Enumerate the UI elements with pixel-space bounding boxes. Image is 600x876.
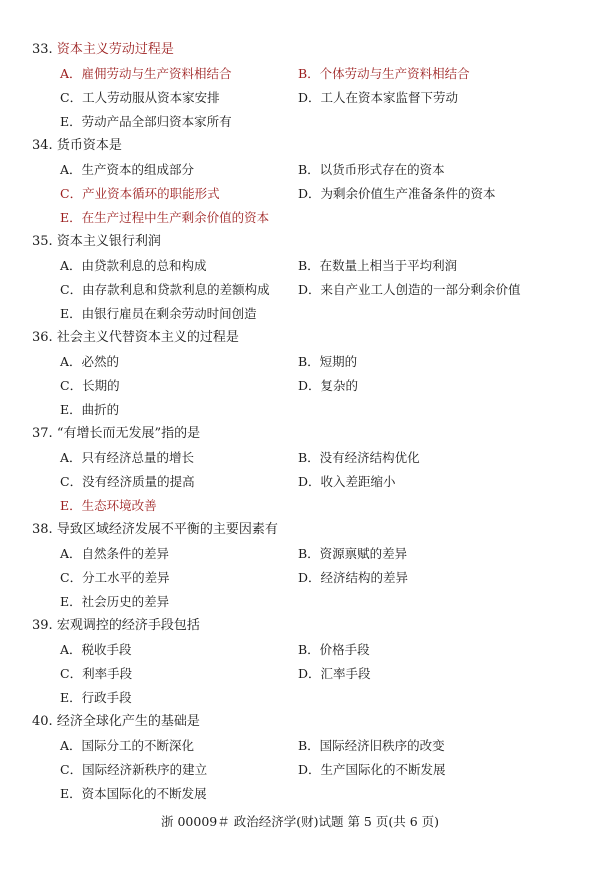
question-number: 40. bbox=[32, 714, 53, 729]
option-c: C．国际经济新秩序的建立 bbox=[60, 762, 208, 777]
question-stem bbox=[32, 328, 239, 348]
option-e: E．生态环境改善 bbox=[60, 498, 157, 513]
option-e: E．劳动产品全部归资本家所有 bbox=[60, 114, 232, 129]
option-b: B．国际经济旧秩序的改变 bbox=[298, 738, 445, 753]
question-text: 社会主义代替资本主义的过程是 bbox=[56, 330, 239, 345]
option-b: B．没有经济结构优化 bbox=[298, 450, 420, 465]
option-d: D．工人在资本家监督下劳动 bbox=[298, 90, 459, 105]
option-b: B．个体劳动与生产资料相结合 bbox=[298, 66, 470, 81]
option-c: C．工人劳动服从资本家安排 bbox=[60, 90, 220, 105]
option-b: B．在数量上相当于平均利润 bbox=[298, 258, 458, 273]
option-d: D．复杂的 bbox=[298, 378, 359, 393]
question-stem bbox=[32, 40, 174, 60]
option-b: B．资源禀赋的差异 bbox=[298, 546, 408, 561]
question-stem bbox=[32, 232, 161, 252]
question-number: 35. bbox=[32, 234, 53, 249]
option-e: E．曲折的 bbox=[60, 402, 120, 417]
question-stem bbox=[32, 520, 278, 540]
option-a: A．只有经济总量的增长 bbox=[60, 450, 195, 465]
option-d: D．生产国际化的不断发展 bbox=[298, 762, 446, 777]
page-footer: 浙 00009＃ 政治经济学(财)试题 第 5 页(共 6 页) bbox=[161, 814, 439, 829]
option-e: E．由银行雇员在剩余劳动时间创造 bbox=[60, 306, 257, 321]
option-d: D．经济结构的差异 bbox=[298, 570, 409, 585]
question-text: 导致区域经济发展不平衡的主要因素有 bbox=[56, 522, 278, 537]
question-number: 37. bbox=[32, 426, 53, 441]
option-c: C．长期的 bbox=[60, 378, 120, 393]
question-text: 资本主义银行利润 bbox=[56, 234, 161, 249]
question-stem bbox=[32, 136, 122, 156]
question-text: 资本主义劳动过程是 bbox=[56, 42, 174, 57]
option-a: A．由贷款利息的总和构成 bbox=[60, 258, 207, 273]
option-a: A．国际分工的不断深化 bbox=[60, 738, 195, 753]
option-a: A．雇佣劳动与生产资料相结合 bbox=[60, 66, 232, 81]
option-b: B．价格手段 bbox=[298, 642, 370, 657]
option-e: E．资本国际化的不断发展 bbox=[60, 786, 207, 801]
question-text: “有增长而无发展”指的是 bbox=[56, 426, 201, 441]
option-a: A．必然的 bbox=[60, 354, 120, 369]
question-number: 39. bbox=[32, 618, 53, 633]
question-text: 货币资本是 bbox=[56, 138, 122, 153]
option-b: B．短期的 bbox=[298, 354, 358, 369]
option-e: E．行政手段 bbox=[60, 690, 132, 705]
question-number: 38. bbox=[32, 522, 53, 537]
question-text: 经济全球化产生的基础是 bbox=[56, 714, 200, 729]
question-number: 36. bbox=[32, 330, 53, 345]
option-d: D．汇率手段 bbox=[298, 666, 371, 681]
option-a: A．自然条件的差异 bbox=[60, 546, 170, 561]
option-c: C．利率手段 bbox=[60, 666, 133, 681]
option-d: D．来自产业工人创造的一部分剩余价值 bbox=[298, 282, 521, 297]
option-c: C．分工水平的差异 bbox=[60, 570, 170, 585]
question-stem bbox=[32, 424, 200, 444]
option-b: B．以货币形式存在的资本 bbox=[298, 162, 445, 177]
question-text: 宏观调控的经济手段包括 bbox=[56, 618, 200, 633]
question-number: 34. bbox=[32, 138, 53, 153]
option-a: A．税收手段 bbox=[60, 642, 132, 657]
question-number: 33. bbox=[32, 42, 53, 57]
option-c: C．没有经济质量的提高 bbox=[60, 474, 195, 489]
question-stem bbox=[32, 616, 200, 636]
option-c: C．产业资本循环的职能形式 bbox=[60, 186, 220, 201]
option-d: D．为剩余价值生产准备条件的资本 bbox=[298, 186, 496, 201]
option-e: E．在生产过程中生产剩余价值的资本 bbox=[60, 210, 270, 225]
option-e: E．社会历史的差异 bbox=[60, 594, 170, 609]
question-stem bbox=[32, 712, 200, 732]
option-c: C．由存款利息和贷款利息的差额构成 bbox=[60, 282, 270, 297]
option-a: A．生产资本的组成部分 bbox=[60, 162, 195, 177]
option-d: D．收入差距缩小 bbox=[298, 474, 396, 489]
